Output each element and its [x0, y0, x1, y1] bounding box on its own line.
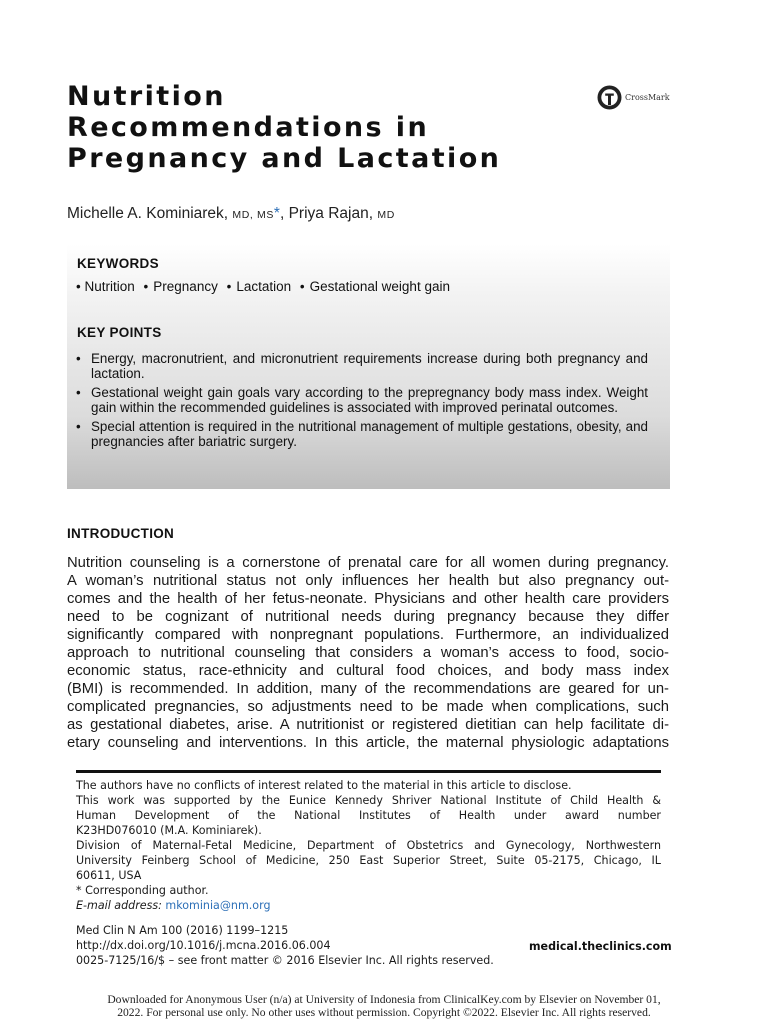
key-point-text: Energy, macronutrient, and micronutrient requirements increase during both pregnancy and lactation. [91, 351, 648, 382]
download-notice-line-1: Downloaded for Anonymous User (n/a) at University of Indonesia from ClinicalKey.com by Elsevier on November 01, [107, 993, 661, 1006]
key-point-text: Special attention is required in the nutritional management of multiple gestations, obesity, and pregnancies after bariatric surgery. [91, 418, 648, 449]
introduction-line: approach to nutritional counseling that considers a woman’s access to food, socio- [67, 645, 669, 661]
key-point-bullet: • [76, 418, 81, 434]
conflict-disclosure: The authors have no conflicts of interest related to the material in this article to disclose. [76, 779, 572, 792]
keyword-item: Gestational weight gain [309, 279, 450, 294]
author-list [67, 205, 395, 223]
introduction-line: complicated pregnancies, so adjustments need to be made when complications, such [67, 699, 669, 715]
key-points-heading: KEY POINTS [77, 325, 162, 340]
keyword-bullet: • [299, 279, 305, 294]
key-point-item [76, 351, 648, 381]
doi-link[interactable]: http://dx.doi.org/10.1016/j.mcna.2016.06.004 [76, 939, 331, 952]
crossmark-icon [597, 85, 622, 110]
email-label: E-mail address: [76, 899, 162, 912]
title-line-1: Nutrition [67, 81, 226, 112]
corresponding-author-mark[interactable]: * [273, 205, 280, 222]
keyword-bullet: • [226, 279, 232, 294]
journal-site[interactable]: medical.theclinics.com [529, 940, 672, 953]
email-link[interactable]: mkominia@nm.org [165, 899, 271, 912]
footnote-divider [76, 770, 661, 773]
introduction-line: need to be cognizant of nutritional needs during pregnancy because they differ [67, 609, 669, 625]
introduction-line: etary counseling and interventions. In this article, the maternal physiologic adaptations [67, 735, 669, 751]
corresponding-author-note: * Corresponding author. [76, 884, 209, 897]
affiliation-line: Division of Maternal-Fetal Medicine, Department of Obstetrics and Gynecology, Northwestern [76, 839, 661, 852]
author-name: Priya Rajan, [288, 205, 374, 222]
affiliation-line: 60611, USA [76, 869, 142, 882]
key-point-bullet: • [76, 384, 81, 400]
introduction-line: (BMI) is recommended. In addition, many of the recommendations are geared for un- [67, 681, 669, 697]
copyright-line: 0025-7125/16/$ – see front matter © 2016 Elsevier Inc. All rights reserved. [76, 954, 494, 967]
journal-citation: Med Clin N Am 100 (2016) 1199–1215 [76, 924, 289, 937]
download-notice-line-2: 2022. For personal use only. No other uses without permission. Copyright ©2022. Elsevier Inc. All rights reserved. [117, 1006, 651, 1019]
key-point-bullet: • [76, 351, 81, 366]
email-line [76, 900, 661, 911]
affiliation-line: University Feinberg School of Medicine, 250 East Superior Street, Suite 05-2175, Chicago, IL [76, 854, 661, 867]
keyword-bullet: • [76, 279, 81, 294]
introduction-line: significantly compared with nonpregnant populations. Furthermore, an individualized [67, 627, 669, 643]
title-line-3: Pregnancy and Lactation [67, 143, 502, 174]
key-point-text: Gestational weight gain goals vary according to the prepregnancy body mass index. Weight gain within the recommended guidelines is associated with improved perinatal outcomes. [91, 384, 648, 415]
funding-line: This work was supported by the Eunice Kennedy Shriver National Institute of Child Health & [76, 794, 661, 807]
keywords-list [76, 279, 450, 294]
author-separator: , [279, 205, 285, 222]
key-points-list [76, 351, 648, 452]
introduction-line: economic status, race-ethnicity and cultural food choices, and body mass index [67, 663, 669, 679]
introduction-heading: INTRODUCTION [67, 526, 175, 541]
introduction-line: as gestational diabetes, arise. A nutritionist or registered dietitian can help facilitate di- [67, 717, 669, 733]
author-degree: MD [377, 209, 395, 221]
key-point-item [76, 419, 648, 449]
crossmark-badge[interactable] [597, 85, 670, 109]
title-line-2: Recommendations in [67, 112, 430, 143]
author-degree: MD, MS [232, 209, 274, 221]
author-name: Michelle A. Kominiarek, [67, 205, 229, 222]
keyword-item: Pregnancy [153, 279, 218, 294]
funding-line: K23HD076010 (M.A. Kominiarek). [76, 824, 262, 837]
keywords-heading: KEYWORDS [77, 256, 159, 271]
keyword-item: Lactation [236, 279, 292, 294]
key-point-item [76, 385, 648, 415]
keyword-item: Nutrition [84, 279, 135, 294]
introduction-line: comes and the health of her fetus-neonate. Physicians and other health care providers [67, 591, 669, 607]
introduction-line: Nutrition counseling is a cornerstone of prenatal care for all women during pregnancy. [67, 555, 669, 571]
introduction-line: A woman’s nutritional status not only influences her health but also pregnancy out- [67, 573, 669, 589]
crossmark-label: CrossMark [625, 92, 670, 102]
funding-line: Human Development of the National Institutes of Health under award number [76, 809, 661, 822]
keyword-bullet: • [143, 279, 149, 294]
